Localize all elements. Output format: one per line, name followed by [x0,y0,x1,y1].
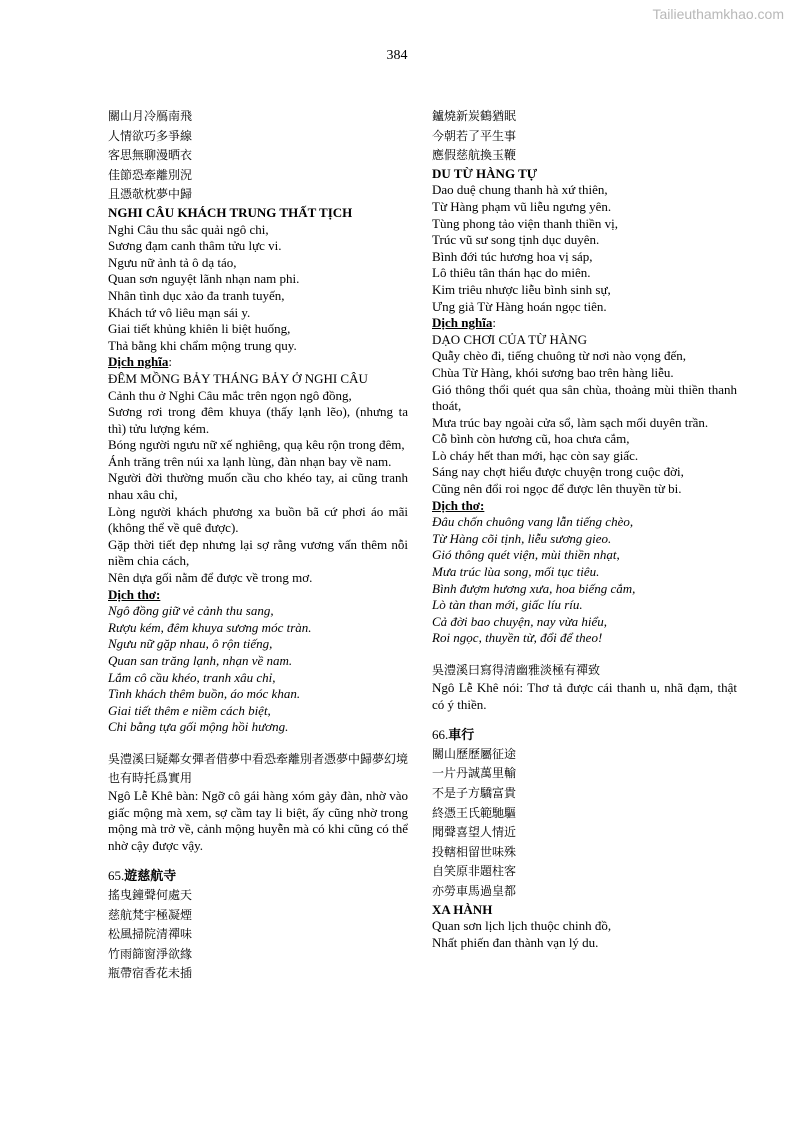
dich-tho-line: Từ Hàng cõi tịnh, liễu sương gieo. [432,530,612,546]
poem-65-title-han: 遊慈航寺 [124,869,177,885]
poem-66-title-han: 車行 [448,728,475,744]
han-line: 瓶帶宿香花未插 [108,966,193,981]
dich-tho-line: Gió thông quét viện, mùi thiền nhạt, [432,547,620,563]
reading-line: Nhất phiến đan thành vạn lý du. [432,934,599,950]
han-line: 投轄相留世味殊 [432,844,517,859]
han-line: 一片丹誠萬里輸 [432,766,517,781]
dich-nghia-line: Lòng người khách phương xa buồn bã cứ phơi áo mãi (không thể về quê được). [108,503,408,536]
dich-tho-line: Ngô đồng giữ vẻ cảnh thu sang, [108,603,274,619]
dich-nghia-line: Sương rơi trong đêm khuya (thấy lạnh lẽo), (nhưng ta thì) tửu lượng kém. [108,404,408,436]
reading-line: Sương đạm canh thâm tửu lực vi. [108,238,282,254]
poem-66-han [432,745,737,902]
reading-line: Dao duệ chung thanh hà xứ thiên, [432,182,608,198]
poem-title-viet: XA HÀNH [432,901,493,917]
poem-65-heading [108,868,408,886]
reading-line: Ưng giả Từ Hàng hoán ngọc tiên. [432,298,607,314]
dich-tho-line: Giai tiết thêm e niềm cách biệt, [108,702,271,718]
poem-reading [432,182,737,315]
poem-title-viet: NGHI CÂU KHÁCH TRUNG THẤT TỊCH [108,204,353,220]
dich-tho-line: Quan san trăng lạnh, nhạn về nam. [108,653,293,668]
dich-nghia-line: Người đời thường muốn cầu cho khéo tay, ai cũng tranh nhau xâu chỉ, [108,470,408,503]
dich-nghia-label: Dịch nghĩa [432,315,493,331]
poem-reading [108,222,408,355]
han-line: 關山歷歷屬征途 [432,746,517,761]
han-line: 今朝若了平生事 [432,128,517,143]
han-line: 客思無聊漫晒衣 [108,148,193,163]
han-line: 自笑原非題柱客 [432,864,517,879]
reading-line: Giai tiết khủng khiên li biệt huống, [108,321,291,337]
comment-han: 吳澧溪曰疑鄰女彈者借夢中看恐牽離別者憑夢中歸夢幻境也有時托爲實用 [108,751,409,785]
han-line: 且憑欹枕夢中歸 [108,187,193,202]
dich-nghia-heading: Dịch nghĩa: [108,354,172,370]
dich-tho-line: Đâu chốn chuông vang lẫn tiếng chèo, [432,514,634,530]
dich-tho-label: Dịch thơ: [108,586,161,602]
reading-line: Nghi Câu thu sắc quải ngô chi, [108,221,269,237]
reading-line: Khách tứ vô liêu mạn sái y. [108,304,251,320]
dich-nghia-line: Cỗ bình còn hương cũ, hoa chưa cắm, [432,431,630,447]
reading-line: Bình đới túc hương hoa vị sáp, [432,248,593,264]
dich-tho-line: Lắm cô cầu khéo, tranh xâu chỉ, [108,669,276,685]
dich-tho-line: Rượu kém, đêm khuya sương móc tràn. [108,619,312,635]
reading-line: Quan sơn nguyệt lãnh nhạn nam phi. [108,271,300,287]
poem-66-heading [432,727,737,745]
reading-line: Nhân tình dục xảo đa tranh tuyến, [108,287,285,303]
poem-65-number: 65. [108,868,125,884]
reading-line: Trúc vũ sư song tịnh dục duyên. [432,232,600,248]
dich-tho-line: Mưa trúc lùa song, mối tục tiêu. [432,564,600,580]
dich-nghia-line: Cũng nên đổi roi ngọc để được lên thuyền từ bi. [432,481,682,497]
dich-nghia-title: ĐÊM MỒNG BẢY THÁNG BẢY Ở NGHI CÂU [108,370,368,386]
han-line: 松風掃院清禪味 [108,927,193,942]
dich-tho-line: Lò tàn than mới, giấc líu ríu. [432,597,583,613]
poem-65-han-continued [432,107,737,166]
dich-nghia-heading: Dịch nghĩa: [432,315,496,331]
han-line: 搖曳鐘聲何處天 [108,887,193,902]
dich-nghia-line: Mưa trúc bay ngoài cửa sổ, làm sạch mối duyên trần. [432,414,709,430]
han-line: 應假慈航換玉鞭 [432,148,517,163]
han-line: 關山月冷鴈南飛 [108,109,193,123]
dich-nghia-line: Cảnh thu ở Nghi Câu mắc trên ngọn ngô đồng, [108,387,352,403]
han-line: 慈航梵宇極凝煙 [108,907,193,922]
poem-han-lines [108,107,408,205]
comment-han: 吳澧溪曰寫得清幽雅淡極有禪致 [432,663,601,677]
reading-line: Ngưu nữ ảnh tả ô dạ táo, [108,254,237,270]
dich-nghia-line: Chùa Từ Hàng, khói sương bao trên hàng liễu. [432,364,674,380]
han-line: 佳節恐牽離別況 [108,167,193,182]
dich-tho-line: Bình đượm hương xưa, hoa biếng cắm, [432,580,636,596]
dich-nghia-line: Sáng nay chợt hiểu được chuyện trong cuộc đời, [432,464,684,480]
dich-tho-line: Ngưu nữ gặp nhau, ô rộn tiếng, [108,636,273,652]
reading-line: Quan sơn lịch lịch thuộc chinh đồ, [432,918,612,934]
dich-nghia-label: Dịch nghĩa [108,354,169,370]
dich-nghia-line: Bóng người ngưu nữ xế nghiêng, quạ kêu rộn trong đêm, [108,437,405,453]
poem-title-viet: DU TỪ HÀNG TỰ [432,165,538,181]
reading-line: Tùng phong tảo viện thanh thiền vị, [432,215,618,231]
dich-nghia-title: DẠO CHƠI CỦA TỪ HÀNG [432,331,588,347]
dich-nghia-line: Quẫy chèo đi, tiếng chuông từ nơi nào vọng đến, [432,348,687,364]
poem-66-number: 66. [432,727,449,743]
dich-nghia-line: Nên dựa gối nằm để được về trong mơ. [108,570,313,586]
reading-line: Thả bằng khi chẩm mộng trung quy. [108,337,297,353]
reading-line: Kim triêu nhược liễu bình sinh sự, [432,281,611,297]
dich-nghia-line: Lò cháy hết than mới, hạc còn say giấc. [432,447,639,463]
dich-tho-line: Chi bằng tựa gối mộng hồi hương. [108,719,289,735]
han-line: 亦勞車馬過皇都 [432,883,517,898]
dich-tho [108,603,408,736]
han-line: 鑪燒新炭鶴猶眠 [432,109,517,123]
reading-line: Lô thiêu tân thán hạc do miên. [432,265,591,281]
dich-tho-line: Tình khách thêm buồn, áo móc khan. [108,686,301,702]
page-number: 384 [386,48,408,63]
han-line: 人情欲巧多爭線 [108,128,193,143]
poem-reading [432,918,737,951]
dich-tho-label: Dịch thơ: [432,497,485,513]
watermark: Tailieuthamkhao.com [652,6,784,22]
han-line: 不是子方驕富貴 [432,785,517,800]
han-line: 終憑王氏範馳驅 [432,805,517,820]
dich-nghia-line: Gió thông thổi quét qua sân chùa, thoảng mùi thiền thanh thoát, [432,381,737,414]
dich-nghia-line: Gặp thời tiết đẹp nhưng lại sợ rằng vương vấn thêm nỗi niềm chia cách, [108,536,408,569]
dich-tho-line: Roi ngọc, thuyền từ, đổi để theo! [432,630,603,646]
han-line: 聞聲喜望人情近 [432,825,517,840]
dich-tho-line: Cả đời bao chuyện, nay vừa hiểu, [432,613,608,629]
poem-65-han [108,886,408,984]
dich-tho [432,514,737,647]
right-column [432,107,737,951]
dich-nghia-line: Ánh trăng trên núi xa lạnh lùng, đàn nhạn bay về nam. [108,453,392,469]
comment-viet: Ngô Lễ Khê bàn: Ngỡ cô gái hàng xóm gảy đàn, nhờ vào giấc mộng mà xem, sợ cầm tay li biệt, ấy cũng nhờ trong mộng mà trở về, cảnh mộng huyễn mà có khi cũng có thể nhờ cậy được vậy. [108,787,408,853]
left-column [108,107,408,984]
comment-viet: Ngô Lễ Khê nói: Thơ tả được cái thanh u, nhã đạm, thật có ý thiền. [432,680,737,712]
han-line: 竹雨篩窗淨欲緣 [108,946,193,961]
reading-line: Từ Hàng phạm vũ liễu ngưng yên. [432,198,612,214]
